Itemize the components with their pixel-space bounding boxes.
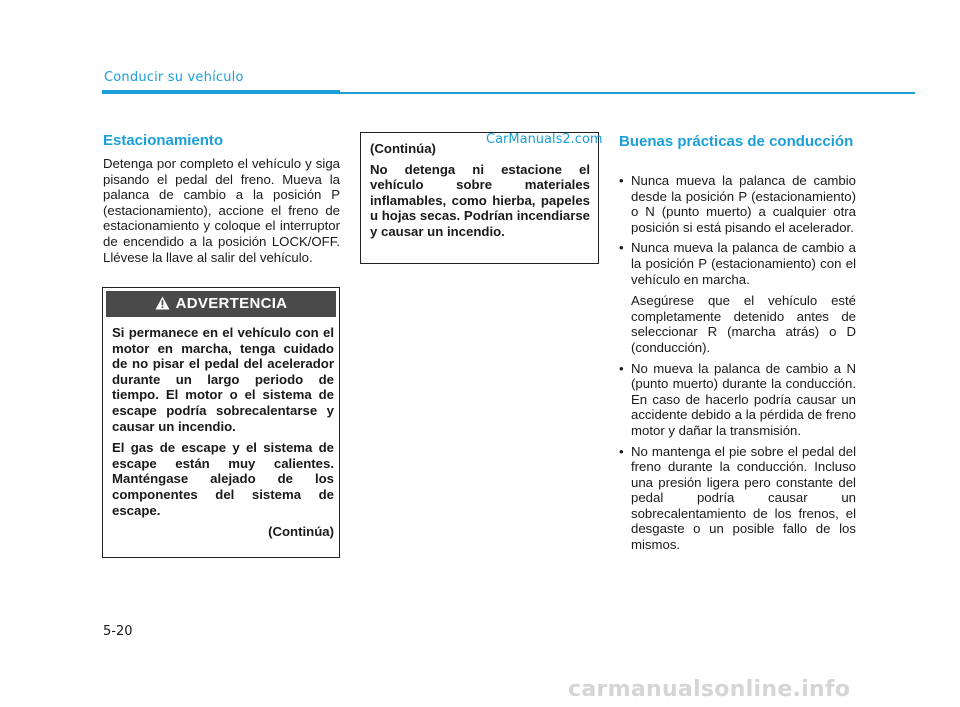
list-item-text: No mantenga el pie sobre el pedal del freno durante la conducción. Incluso una presión ligera pero constante del pedal podría causar un sobrecalentamiento de los frenos, el desgaste o un posible fallo de los mismos. xyxy=(631,443,856,553)
continuation-box xyxy=(360,132,599,264)
warning-title: ADVERTENCIA xyxy=(175,294,288,312)
warning-box xyxy=(102,287,340,558)
warning-header xyxy=(103,288,339,318)
bullet-dot: • xyxy=(619,173,624,188)
watermark-top: CarManuals2.com xyxy=(486,132,603,147)
list-item xyxy=(619,444,856,553)
continuation-text: No detenga ni estacione el vehículo sobre materiales inflamables, como hierba, papeles u hojas secas. Podrían incendiarse y causar un incendio. xyxy=(370,161,590,239)
warning-paragraph-1: Si permanece en el vehículo con el motor en marcha, tenga cuidado de no pisar el pedal del acelerador durante un largo periodo de tiempo. El motor o el sistema de escape podría sobrecalentarse y causar un incendio. xyxy=(112,325,334,434)
list-item xyxy=(619,173,856,235)
heading-good-practices: Buenas prácticas de conducción xyxy=(619,133,854,150)
warning-triangle-icon xyxy=(155,296,170,310)
list-item-text: No mueva la palanca de cambio a N (punto muerto) durante la conducción. En caso de hacerlo podría causar un accidente debido a la pérdida de freno motor y dañar la transmisión. xyxy=(631,360,856,438)
list-item-text: Nunca mueva la palanca de cambio a la posición P (estacionamiento) con el vehículo en marcha. xyxy=(631,240,856,287)
list-item xyxy=(619,240,856,355)
section-title: Conducir su vehículo xyxy=(104,70,244,85)
list-item-text: Nunca mueva la palanca de cambio desde la posición P (estacionamiento) o N (punto muerto) a cualquier otra posición si está pisando el acelerador. xyxy=(631,173,856,235)
list-item-note: Asegúrese que el vehículo esté completamente detenido antes de seleccionar R (marcha atrás) o D (conducción). xyxy=(631,293,856,355)
header-rule-thin xyxy=(340,92,915,94)
continuation-label: (Continúa) xyxy=(370,141,436,156)
good-practices-list xyxy=(619,173,856,558)
warning-body xyxy=(112,325,334,546)
bullet-dot: • xyxy=(619,240,624,256)
list-item xyxy=(619,361,856,439)
header-rule-thick xyxy=(102,90,340,94)
bullet-dot: • xyxy=(619,360,624,376)
bullet-dot: • xyxy=(619,443,624,459)
warning-continued: (Continúa) xyxy=(268,524,334,540)
heading-parking: Estacionamiento xyxy=(103,132,224,149)
page-number: 5-20 xyxy=(103,624,133,639)
watermark-bottom: carmanualsonline.info xyxy=(568,677,851,702)
parking-paragraph: Detenga por completo el vehículo y siga pisando el pedal del freno. Mueva la palanca de cambio a la posición P (estacionamiento), accione el freno de estacionamiento y coloque el interruptor de encendido a la posición LOCK/OFF. Llévese la llave al salir del vehículo. xyxy=(103,156,340,265)
warning-paragraph-2: El gas de escape y el sistema de escape están muy calientes. Manténgase alejado de los componentes del sistema de escape. xyxy=(112,440,334,518)
